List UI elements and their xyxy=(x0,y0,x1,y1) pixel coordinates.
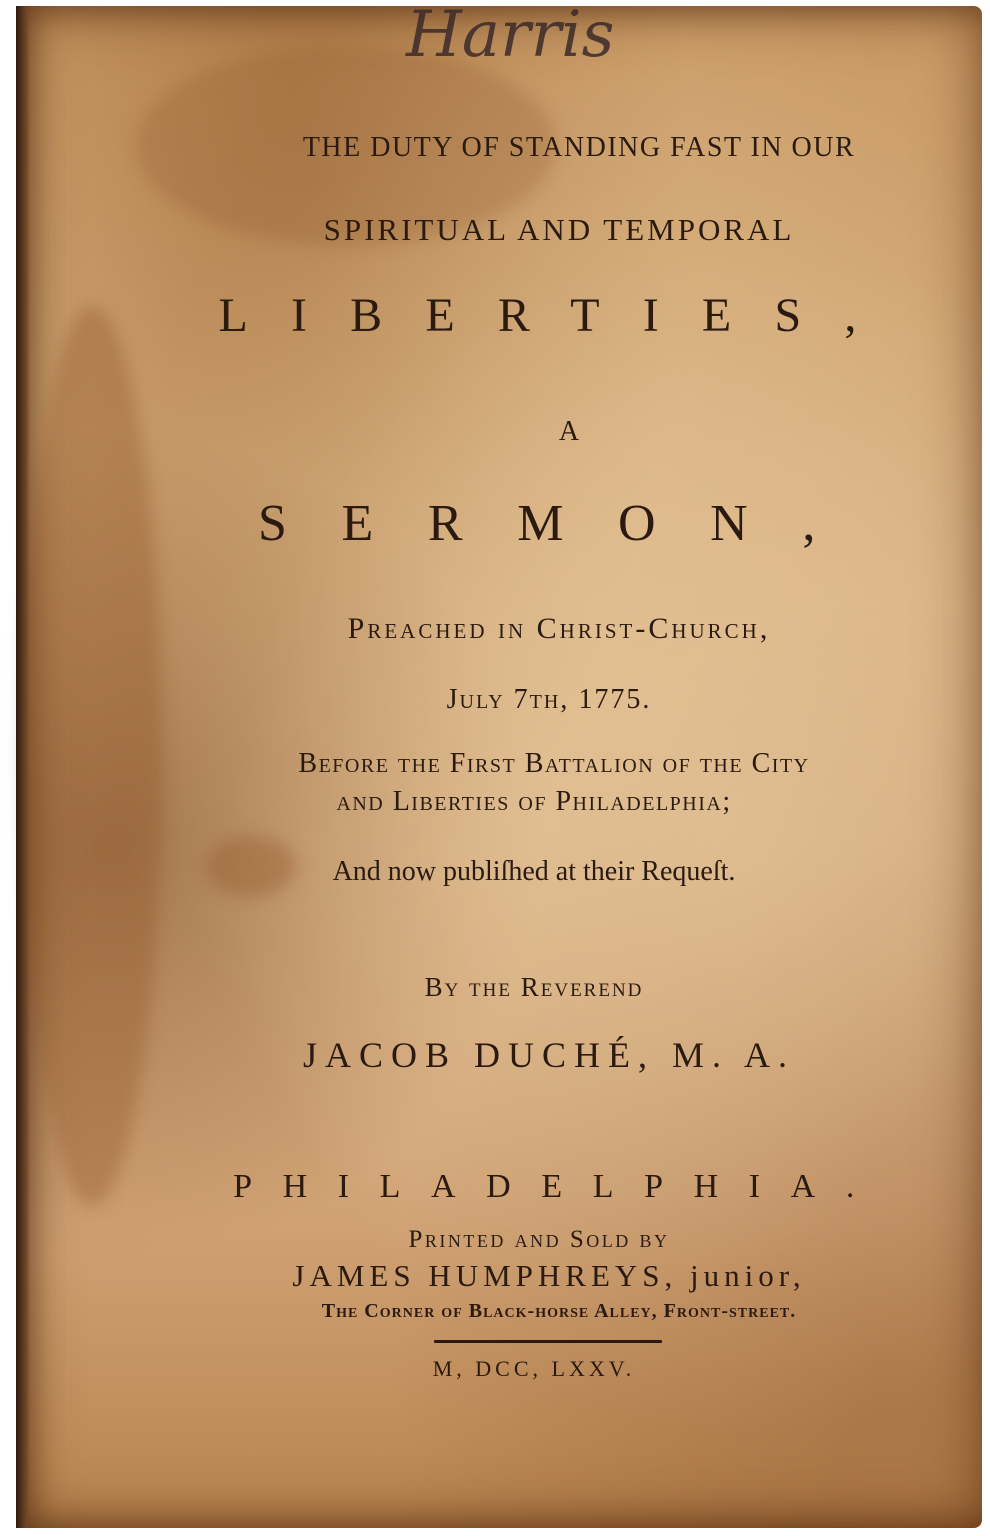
place-line: PHILADELPHIA. xyxy=(233,1168,885,1205)
article-a: A xyxy=(558,416,580,447)
printer-line: JAMES HUMPHREYS, junior, xyxy=(292,1258,806,1293)
title-page xyxy=(16,0,982,1528)
stain-left xyxy=(22,306,162,1206)
by-line: By the Reverend xyxy=(424,972,644,1002)
year-line: M, DCC, LXXV. xyxy=(432,1356,636,1381)
published-line: And now publiſhed at their Requeſt. xyxy=(332,856,736,887)
sermon-heading: SERMON, xyxy=(258,495,870,552)
preached-line: Preached in Christ-Church, xyxy=(347,612,771,645)
before-line-1: Before the First Battalion of the City xyxy=(298,748,810,779)
title-line-1: THE DUTY OF STANDING FAST IN OUR xyxy=(302,132,856,163)
title-line-2: SPIRITUAL AND TEMPORAL xyxy=(323,212,795,247)
author-name: JACOB DUCHÉ, M. A. xyxy=(302,1035,796,1075)
book-spine xyxy=(16,6,30,1528)
date-line: July 7th, 1775. xyxy=(446,684,652,715)
printed-line: Printed and Sold by xyxy=(408,1226,670,1253)
divider-rule xyxy=(434,1340,662,1343)
address-line: The Corner of Black-horse Alley, Front-street. xyxy=(321,1300,797,1322)
before-line-2: and Liberties of Philadelphia; xyxy=(336,786,732,817)
title-line-3: LIBERTIES, xyxy=(218,289,900,342)
handwritten-signature: Harris xyxy=(406,0,615,72)
